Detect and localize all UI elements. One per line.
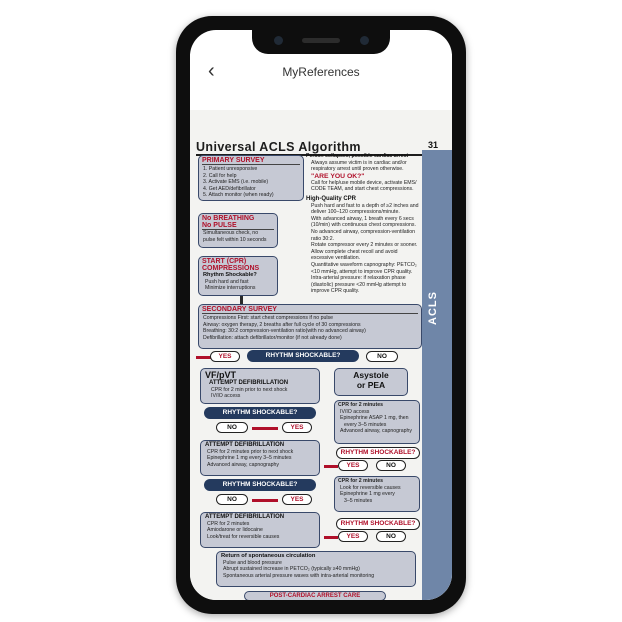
primary-survey-title: PRIMARY SURVEY (202, 157, 300, 165)
hq-line: Quantitative waveform capnography: PETCO₂ (311, 261, 417, 268)
attempt-defib-title: ATTEMPT DEFIBRILLATION (205, 442, 285, 448)
cpr-label: CPR for 2 minutes (338, 478, 383, 484)
hq-line: (10/min) with continuous chest compressions. (311, 222, 416, 229)
arrow-left (252, 427, 278, 430)
rosc-line: Abrupt sustained increase in PETCO₂ (typically ≥40 mmHg) (223, 566, 360, 573)
hq-line: Allow complete chest recoil and avoid (311, 248, 398, 255)
page-number: 31 (428, 140, 439, 150)
yes-badge: YES (282, 494, 312, 505)
secondary-line: Defibrillation: attach defibrillator/monitor (if not already done) (203, 334, 342, 341)
hq-line: ratio 30:2. (311, 235, 335, 242)
no-badge: NO (216, 494, 248, 505)
hq-line: No advanced airway, compression-ventilation (311, 228, 415, 235)
no-breathing-title: No BREATHING (202, 215, 255, 222)
ruok-line: Call for help/use mobile device, activate EMS/ (311, 179, 417, 186)
section-rail (422, 150, 452, 600)
no-badge: NO (376, 531, 406, 542)
no-badge: NO (376, 460, 406, 471)
asys-line: Advanced airway, capnography (340, 428, 412, 435)
asystole-cpr-box (334, 400, 420, 444)
vf3-line: Look/treat for reversible causes (207, 533, 280, 540)
vf3-line: Amiodarone or lidocaine (207, 527, 263, 534)
speaker-grille (302, 38, 340, 43)
app-header (190, 54, 452, 90)
compressions-title: COMPRESSIONS (202, 265, 260, 272)
secondary-survey-box (198, 304, 422, 349)
start-cpr-line: Push hard and fast (205, 278, 249, 285)
back-chevron-icon[interactable]: ‹ (208, 60, 215, 82)
vf2-line: Advanced airway, capnography (207, 461, 279, 468)
collapse-line: respiratory arrest until proven otherwise. (311, 166, 404, 173)
camera-icon (274, 36, 283, 45)
vf-line: IV/IO access (211, 393, 241, 400)
no-breathing-line: pulse felt within 10 seconds (203, 236, 267, 243)
algorithm-title: Universal ACLS Algorithm (196, 140, 361, 154)
asystole-cpr-box-2 (334, 476, 420, 512)
asys2-line: Look for reversible causes (340, 484, 401, 491)
start-cpr-subtitle: Rhythm Shockable? (203, 272, 257, 278)
primary-line: 2. Call for help (203, 172, 237, 179)
no-pulse-title: No PULSE (202, 222, 274, 230)
defib-box-2 (200, 440, 320, 476)
no-breathing-line: Simultaneous check, no (203, 230, 259, 236)
sensor-icon (360, 36, 369, 45)
primary-line: 5. Attach monitor (when ready) (203, 192, 274, 199)
vf-pvt-box (200, 368, 320, 404)
start-cpr-line: Minimize interruptions (205, 285, 256, 292)
yes-badge: YES (210, 351, 240, 362)
secondary-line: Compressions First: start chest compressions if no pulse (203, 315, 334, 321)
start-cpr-title: START (CPR) (202, 258, 247, 265)
ruok-line: CODE TEAM, and start chest compressions. (311, 186, 414, 193)
asystole-pea-box (334, 368, 408, 396)
rhythm-shockable-label: RHYTHM SHOCKABLE? (247, 350, 359, 362)
primary-line: 1. Patient unresponsive (203, 166, 258, 172)
asys2-line: 3–5 minutes (344, 497, 373, 504)
secondary-line: Airway: oxygen therapy, 2 breaths after full cycle of 30 compressions (203, 321, 361, 328)
arrow-left (324, 536, 338, 539)
no-breathing-box (198, 213, 278, 248)
arrow-left (324, 465, 338, 468)
hq-line: Intra-arterial pressure: if relaxation phase (311, 275, 406, 282)
vf-pvt-title: VF/pVT (205, 370, 236, 380)
yes-badge: YES (338, 460, 368, 471)
primary-line: 4. Get AED/defibrillator (203, 185, 256, 192)
asys-line (335, 402, 419, 409)
primary-line: 3. Activate EMS (i.e. mobile) (203, 179, 269, 186)
asys-line: every 3–5 minutes (344, 421, 387, 428)
vf3-line: CPR for 2 minutes (207, 520, 250, 527)
no-badge: NO (366, 351, 398, 362)
rosc-box (216, 551, 416, 587)
yes-badge: YES (282, 422, 312, 433)
secondary-survey-title: SECONDARY SURVEY (202, 306, 418, 314)
collapse-line: Always assume victim is in cardiac and/or (311, 159, 407, 166)
phone-screen (190, 30, 452, 600)
algorithm-card (190, 110, 452, 600)
hq-line: excessive ventilation. (311, 255, 361, 262)
hq-line: deliver 100–120 compressions/minute. (311, 209, 400, 216)
collapse-block (306, 153, 424, 295)
vf2-line: Epinephrine 1 mg every 3–5 minutes (207, 455, 292, 462)
ruok-title: "ARE YOU OK?" (311, 172, 365, 180)
rhythm-shockable-label: RHYTHM SHOCKABLE? (204, 407, 316, 419)
no-badge: NO (216, 422, 248, 433)
yes-badge: YES (338, 531, 368, 542)
asystole-title: Asystole (353, 370, 389, 380)
hq-line: (diastolic) pressure <20 mmHg attempt to (311, 281, 407, 288)
hq-line: Rotate compressor every 2 minutes or sooner. (311, 242, 418, 249)
section-rail-label: ACLS (427, 291, 439, 325)
rhythm-shockable-label: RHYTHM SHOCKABLE? (336, 518, 420, 530)
attempt-defib-title: ATTEMPT DEFIBRILLATION (209, 380, 289, 386)
start-cpr-box (198, 256, 278, 296)
collapse-title: Person collapses, possible cardiac arrest (306, 153, 409, 159)
rhythm-shockable-label: RHYTHM SHOCKABLE? (336, 447, 420, 459)
vf-line: CPR for 2 min prior to next shock (211, 386, 288, 393)
defib-box-3 (200, 512, 320, 548)
hq-line: improve CPR quality. (311, 288, 360, 295)
rosc-line: Spontaneous arterial pressure waves with intra-arterial monitoring (223, 572, 375, 579)
secondary-line: Breathing: 30:2 compression-ventilation ratio(with no advanced airway) (203, 328, 366, 335)
hq-line: <10 mmHg, attempt to improve CPR quality. (311, 268, 413, 275)
asys2-line (335, 478, 419, 485)
vf2-line: CPR for 2 minutes prior to next shock (207, 448, 294, 455)
attempt-defib-title: ATTEMPT DEFIBRILLATION (205, 514, 285, 520)
post-cardiac-arrest-care: POST-CARDIAC ARREST CARE (244, 591, 386, 600)
primary-survey-box (198, 155, 304, 201)
rosc-title: Return of spontaneous circulation (221, 553, 316, 559)
app-title: MyReferences (282, 65, 360, 79)
arrow-left (252, 499, 278, 502)
hq-cpr-title: High-Quality CPR (306, 195, 357, 202)
asys-line: IV/IO access (340, 408, 370, 415)
asys2-line: Epinephrine 1 mg every (340, 491, 395, 498)
pea-title: or PEA (356, 380, 386, 390)
cpr-label: CPR for 2 minutes (338, 402, 383, 408)
rhythm-shockable-label: RHYTHM SHOCKABLE? (204, 479, 316, 491)
hq-line: With advanced airway, 1 breath every 6 secs (311, 215, 414, 222)
phone-notch (252, 30, 390, 54)
hq-line: Push hard and fast to a depth of ≥2 inches and (311, 202, 419, 209)
asys-line: Epinephrine ASAP 1 mg, then (340, 415, 409, 422)
rosc-line: Pulse and blood pressure (223, 559, 282, 566)
